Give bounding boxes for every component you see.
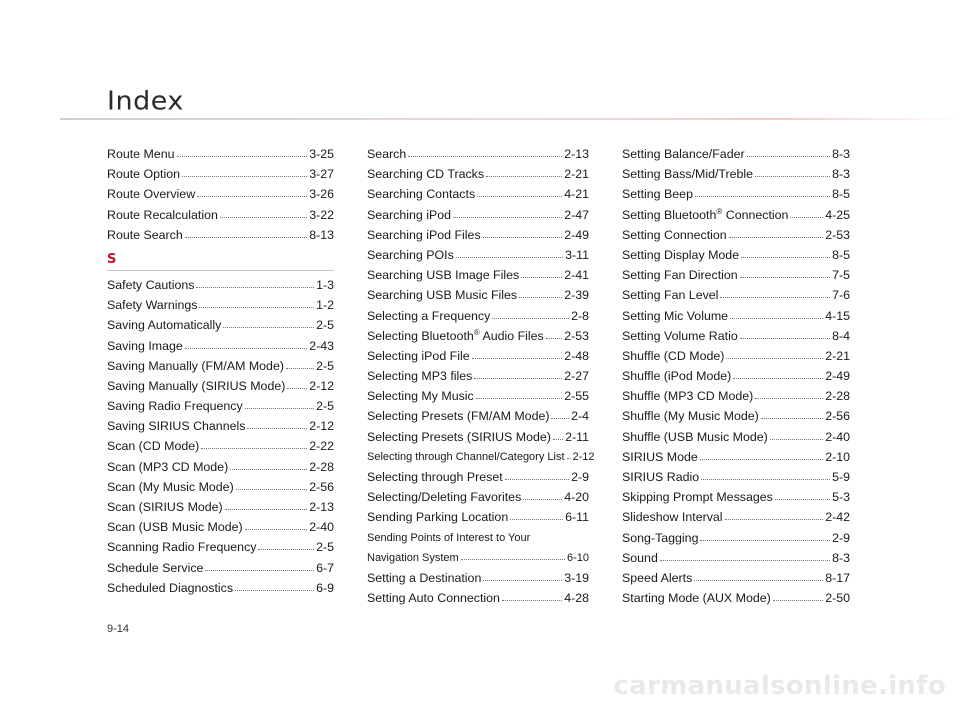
index-entry [367,184,589,204]
title-divider [60,118,960,120]
leader-dots [701,478,830,480]
index-entry [622,346,850,366]
index-page-ref: 6-7 [316,560,334,575]
index-term: Selecting through Preset [367,470,503,484]
leader-dots [245,407,314,409]
index-entry [107,225,334,245]
index-term: Searching iPod Files [367,227,481,242]
section-letter: S [107,251,117,267]
leader-dots [700,458,823,460]
index-entry [622,144,850,164]
index-page-ref: 2-13 [309,500,334,514]
leader-dots [225,508,308,510]
leader-dots [483,236,563,238]
leader-dots [694,579,823,581]
section-header-s [107,252,334,271]
leader-dots [196,286,314,288]
index-page-ref: 2-56 [309,479,334,494]
index-entry [622,164,850,184]
leader-dots [453,216,562,218]
leader-dots [286,367,314,369]
index-page-ref: 4-15 [825,308,850,323]
index-term: Starting Mode (AUX Mode) [622,591,771,606]
index-entry [107,497,334,517]
index-page-ref: 6-11 [565,510,589,525]
index-page-ref: 4-20 [564,490,589,505]
index-entry [622,487,850,507]
leader-dots [182,175,307,177]
index-entry [367,346,589,366]
index-page-ref: 1-2 [316,298,334,313]
index-term: Scan (My Music Mode) [107,479,234,494]
index-term: Safety Warnings [107,298,198,313]
index-term: Scheduled Diagnostics [107,580,234,595]
index-term: Searching USB Image Files [367,268,520,283]
index-entry [622,386,850,406]
index-term: Searching iPod [367,207,452,222]
index-term: Speed Alerts [622,570,693,585]
index-page-ref: 2-27 [564,369,589,384]
index-term: Setting Connection [622,227,727,242]
index-entry [107,517,334,537]
index-term: Setting Auto Connection [367,591,500,606]
index-entry [107,336,334,356]
index-page-ref: 3-27 [309,167,334,182]
index-term: Song-Tagging [622,530,699,545]
index-term: Scan (SIRIUS Mode) [107,500,223,514]
index-entry [622,205,850,225]
index-term: Selecting a Frequency [367,308,491,323]
leader-dots [567,457,571,459]
index-page-ref: 2-21 [564,167,589,182]
index-term: Scanning Radio Frequency [107,540,257,555]
index-entry [622,406,850,426]
index-term: Selecting MP3 files [367,369,473,384]
index-column-2 [367,144,595,608]
index-entry [107,416,334,436]
index-page-ref: 2-4 [571,409,589,424]
index-term: SIRIUS Mode [622,449,698,464]
leader-dots [220,216,307,218]
index-entry [622,467,850,487]
index-term: SIRIUS Radio [622,470,700,484]
index-term: Route Menu [107,147,175,161]
index-page-ref: 6-10 [566,551,589,564]
leader-dots [205,569,314,571]
index-page-ref: 4-21 [564,187,589,202]
leader-dots [236,488,307,490]
index-entry [107,356,334,376]
watermark: carmanualsonline.info [613,671,946,701]
index-page-ref: 2-12 [309,378,334,393]
index-term: Saving Radio Frequency [107,399,243,414]
index-entry [107,457,334,477]
index-page-ref: 2-5 [316,358,334,373]
index-entry [622,447,850,467]
index-entry [367,588,589,608]
index-page-ref: 8-13 [309,227,334,242]
index-entry [367,447,595,467]
index-entry [367,366,589,386]
leader-dots [730,317,823,319]
index-page-ref: 3-11 [565,247,589,262]
index-term: Shuffle (USB Music Mode) [622,429,768,444]
index-term: Scan (CD Mode) [107,439,200,454]
index-entry [367,406,589,426]
index-entry [367,306,589,326]
leader-dots [740,337,830,339]
index-group-s-continued [367,144,595,608]
index-entry [367,285,589,305]
index-entry [367,144,589,164]
leader-dots [729,236,823,238]
index-page-ref: 2-13 [564,147,589,161]
index-page-ref: 2-22 [309,439,334,454]
index-page-ref: 2-40 [825,429,850,444]
index-term: Sound [622,550,658,565]
leader-dots [755,175,830,177]
index-entry [107,376,334,396]
index-entry [367,427,589,447]
leader-dots [201,447,307,449]
index-term: Scan (USB Music Mode) [107,520,243,535]
leader-dots [472,357,563,359]
index-entry [622,265,850,285]
leader-dots [747,155,830,157]
index-term: Shuffle (CD Mode) [622,348,725,363]
leader-dots [486,175,562,177]
index-entry [107,164,334,184]
index-entry [622,507,850,527]
index-entry [367,225,589,245]
index-entry [107,396,334,416]
index-page-ref: 8-5 [832,187,850,202]
index-entry [367,548,589,568]
index-entry [367,568,589,588]
page-number: 9-14 [107,623,130,635]
index-page-ref: 2-55 [564,389,589,404]
index-term: Saving Image [107,338,183,353]
index-group-s-continued-2 [622,144,850,608]
index-entry [622,184,850,204]
index-page-ref: 8-3 [832,167,850,182]
index-page-ref: 2-12 [572,450,595,463]
index-term: Selecting Presets (SIRIUS Mode) [367,429,551,444]
index-term: Searching POIs [367,247,454,262]
index-term: Setting Bass/Mid/Treble [622,167,754,182]
index-entry [107,315,334,335]
index-entry [622,427,850,447]
index-entry [622,245,850,265]
leader-dots [474,377,562,379]
index-term: Slideshow Interval [622,510,723,525]
index-page-ref: 2-28 [309,459,334,474]
page-title: Index [107,86,184,117]
index-entry [107,205,334,225]
index-entry [622,326,850,346]
index-entry [622,568,850,588]
index-column-3 [622,144,850,608]
leader-dots [461,558,565,560]
index-term: Skipping Prompt Messages [622,490,773,505]
index-entry [622,225,850,245]
index-page-ref: 2-8 [571,308,589,323]
index-term: Searching CD Tracks [367,167,485,182]
index-entry [622,366,850,386]
index-entry [107,275,334,295]
leader-dots [720,296,830,298]
leader-dots [755,397,823,399]
leader-dots [199,306,314,308]
index-page-ref: 2-5 [316,318,334,333]
leader-dots [553,438,563,440]
index-term: Route Search [107,227,183,242]
leader-dots [523,498,562,500]
leader-dots [197,195,307,197]
leader-dots [510,518,563,520]
index-page-ref: 5-3 [832,490,850,505]
index-page-ref: 2-56 [825,409,850,424]
index-entry [107,578,334,598]
index-group-r [107,144,334,245]
index-page-ref: 7-6 [832,288,850,303]
leader-dots [546,337,562,339]
index-page-ref: 3-22 [309,207,334,222]
index-term: Route Overview [107,187,196,202]
leader-dots [230,468,307,470]
leader-dots [492,317,569,319]
index-entry [367,164,589,184]
index-term: Setting Display Mode [622,247,740,262]
index-page-ref: 2-10 [825,449,850,464]
index-term: Selecting My Music [367,389,474,404]
leader-dots [483,579,562,581]
index-entry [622,528,850,548]
index-page-ref: 8-3 [832,147,850,161]
leader-dots [258,548,314,550]
index-page-ref: 3-26 [309,187,334,202]
index-term: Saving SIRIUS Channels [107,419,246,434]
leader-dots [185,347,307,349]
leader-dots [247,427,307,429]
index-term: Selecting iPod File [367,348,470,363]
leader-dots [408,155,562,157]
leader-dots [761,417,823,419]
index-page-ref: 1-3 [316,277,334,292]
index-entry [622,285,850,305]
index-entry [367,507,589,527]
index-entry [367,205,589,225]
index-page-ref: 7-5 [832,268,850,283]
leader-dots [287,387,307,389]
index-page-ref: 2-41 [564,268,589,283]
leader-dots [505,478,569,480]
index-entry [367,528,589,548]
index-page-ref: 2-47 [564,207,589,222]
index-entry [367,245,589,265]
index-page-ref: 2-28 [825,389,850,404]
leader-dots [551,417,569,419]
index-page-ref: 2-49 [825,369,850,384]
index-term: Schedule Service [107,560,204,575]
index-page-ref: 3-19 [564,570,589,585]
index-page-ref: 2-53 [564,328,589,343]
index-term: Selecting/Deleting Favorites [367,490,522,505]
leader-dots [177,155,308,157]
index-term: Shuffle (iPod Mode) [622,369,732,384]
index-page-ref: 2-21 [825,348,850,363]
index-entry [107,558,334,578]
leader-dots [733,377,823,379]
index-term: Setting Volume Ratio [622,328,738,343]
index-entry [622,548,850,568]
index-entry [367,487,589,507]
leader-dots [235,589,314,591]
index-term: Setting Fan Level [622,288,719,303]
index-term: Setting Balance/Fader [622,147,745,161]
leader-dots [521,276,562,278]
index-entry [622,306,850,326]
index-term: Sending Points of Interest to Your [367,531,531,544]
leader-dots [519,296,562,298]
leader-dots [660,559,830,561]
index-term: Setting Fan Direction [622,268,738,283]
leader-dots [725,518,824,520]
index-page-ref: 4-25 [825,207,850,222]
leader-dots [790,216,823,218]
leader-dots [775,498,830,500]
index-term: Setting a Destination [367,570,482,585]
leader-dots [185,236,307,238]
index-term: Sending Parking Location [367,510,509,525]
index-term: Setting Beep [622,187,693,202]
index-column-1 [107,144,334,598]
index-term: Setting Mic Volume [622,308,729,323]
index-entry [367,326,589,346]
index-term: Route Recalculation [107,207,218,222]
index-entry [107,537,334,557]
index-term: Shuffle (My Music Mode) [622,409,759,424]
index-term: Selecting Bluetooth® Audio Files [367,327,544,343]
index-page-ref: 4-28 [564,591,589,606]
leader-dots [245,528,308,530]
index-group-s [107,275,334,598]
index-page-ref: 2-48 [564,348,589,363]
index-entry [107,295,334,315]
leader-dots [770,438,823,440]
leader-dots [773,599,823,601]
index-term: Shuffle (MP3 CD Mode) [622,389,754,404]
leader-dots [477,195,562,197]
index-term: Saving Manually (SIRIUS Mode) [107,378,286,393]
index-page-ref: 3-25 [309,147,334,161]
leader-dots [741,256,830,258]
index-page-ref: 2-39 [564,288,589,303]
leader-dots [502,599,562,601]
index-term: Setting Bluetooth® Connection [622,206,789,222]
leader-dots [740,276,830,278]
index-term: Route Option [107,167,181,182]
index-term: Search [367,147,407,161]
index-page-ref: 2-9 [832,530,850,545]
index-term: Selecting Presets (FM/AM Mode) [367,409,550,424]
leader-dots [456,256,563,258]
index-page-ref: 5-9 [832,470,850,484]
index-entry [107,436,334,456]
index-page-ref: 2-42 [825,510,850,525]
index-entry [107,477,334,497]
index-page-ref: 2-11 [565,429,589,444]
index-page-ref: 2-12 [309,419,334,434]
index-page-ref: 6-9 [316,580,334,595]
index-entry [367,265,589,285]
index-page-ref: 2-5 [316,399,334,414]
index-page-ref: 2-43 [309,338,334,353]
index-page-ref: 8-5 [832,247,850,262]
leader-dots [695,195,830,197]
index-entry [107,184,334,204]
index-term: Scan (MP3 CD Mode) [107,459,229,474]
index-entry [367,467,589,487]
leader-dots [726,357,823,359]
leader-dots [476,397,562,399]
index-term: Searching Contacts [367,187,476,202]
index-entry [622,588,850,608]
index-page-ref: 2-5 [316,540,334,555]
index-term: Safety Cautions [107,277,195,292]
index-page-ref: 8-17 [825,570,850,585]
index-page-ref: 2-53 [825,227,850,242]
index-term: Searching USB Music Files [367,288,518,303]
index-page-ref: 8-3 [832,550,850,565]
index-page-ref: 2-40 [309,520,334,535]
index-entry [367,386,589,406]
index-entry [107,144,334,164]
index-page-ref: 8-4 [832,328,850,343]
index-page-ref: 2-49 [564,227,589,242]
index-term: Saving Manually (FM/AM Mode) [107,358,284,373]
index-page-ref: 2-9 [571,470,589,484]
index-term: Saving Automatically [107,318,222,333]
index-term: Navigation System [367,551,459,564]
index-page-ref: 2-50 [825,591,850,606]
leader-dots [700,539,830,541]
index-term: Selecting through Channel/Category List [367,450,565,463]
leader-dots [223,326,314,328]
